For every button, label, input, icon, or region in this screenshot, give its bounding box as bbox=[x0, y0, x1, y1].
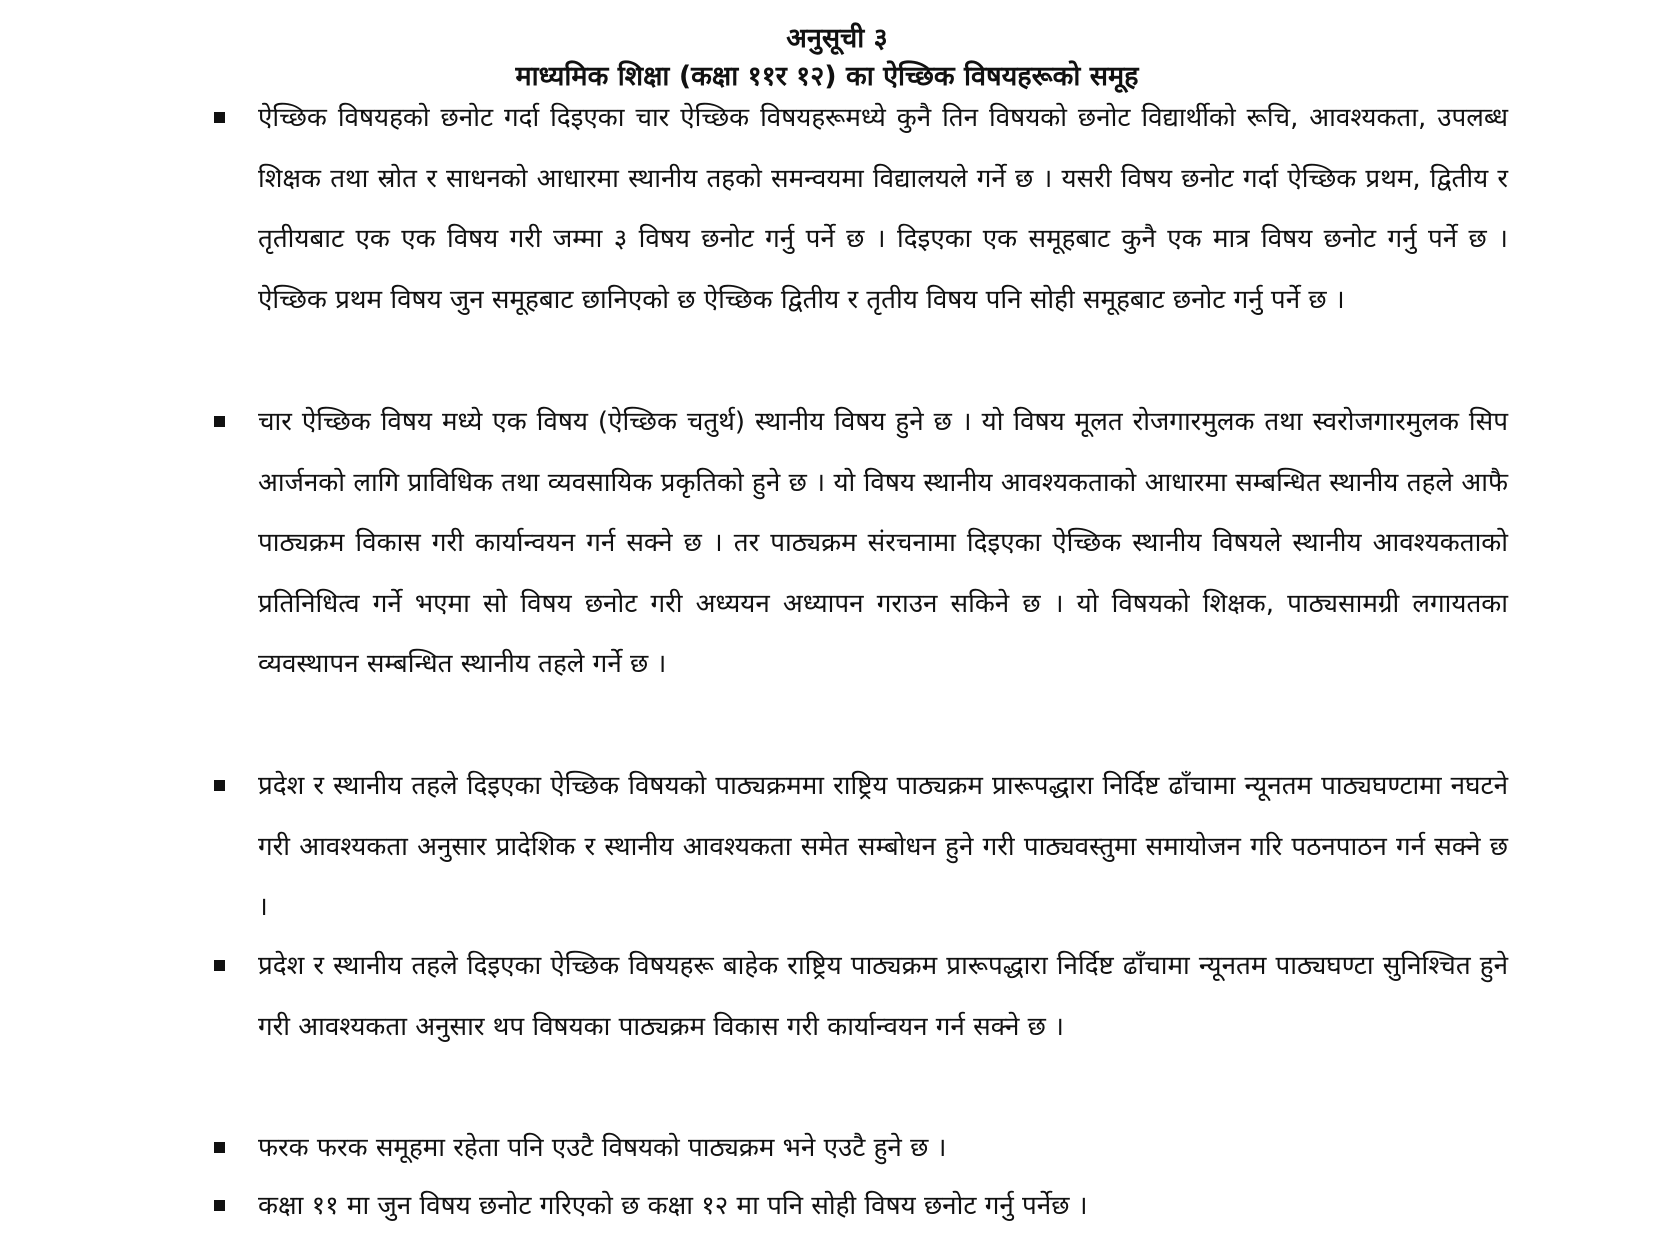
list-item: ऐच्छिक विषयहको छनोट गर्दा दिइएका चार ऐच्छिक विषयहरूमध्ये कुनै तिन विषयको छनोट विद्यार्थीको रूचि, आवश्यकता, उपलब्ध शिक्षक तथा स्रोत र साधनको आधारमा स्थानीय तहको समन्वयमा विद्यालयले गर्ने छ । यसरी विषय छनोट गर्दा ऐच्छिक प्रथम, द्वितीय र तृतीयबाट एक एक विषय गरी जम्मा ३ विषय छनोट गर्नु पर्ने छ । दिइएका एक समूहबाट कुनै एक मात्र विषय छनोट गर्नु पर्ने छ । ऐच्छिक प्रथम विषय जुन समूहबाट छानिएको छ ऐच्छिक द्वितीय र तृतीय विषय पनि सोही समूहबाट छनोट गर्नु पर्ने छ । bbox=[258, 103, 1508, 315]
bullet-marker bbox=[214, 1142, 225, 1153]
list-item: चार ऐच्छिक विषय मध्ये एक विषय (ऐच्छिक चतुर्थ) स्थानीय विषय हुने छ । यो विषय मूलत रोजगारमुलक तथा स्वरोजगारमुलक सिप आर्जनको लागि प्राविधिक तथा व्यवसायिक प्रकृतिको हुने छ । यो विषय स्थानीय आवश्यकताको आधारमा सम्बन्धित स्थानीय तहले आफै पाठ्यक्रम विकास गरी कार्यान्वयन गर्न सक्ने छ । तर पाठ्यक्रम संरचनामा दिइएका ऐच्छिक स्थानीय विषयले स्थानीय आवश्यकताको प्रतिनिधित्व गर्ने भएमा सो विषय छनोट गरी अध्ययन अध्यापन गराउन सकिने छ । यो विषयको शिक्षक, पाठ्यसामग्री लगायतका व्यवस्थापन सम्बन्धित स्थानीय तहले गर्ने छ । bbox=[258, 407, 1508, 679]
page-subtitle: माध्यमिक शिक्षा (कक्षा ११र १२) का ऐच्छिक विषयहरूको समूह bbox=[515, 61, 1139, 92]
bullet-marker bbox=[214, 416, 225, 427]
bullet-marker bbox=[214, 112, 225, 123]
list-item: प्रदेश र स्थानीय तहले दिइएका ऐच्छिक विषयहरू बाहेक राष्ट्रिय पाठ्यक्रम प्रारूपद्धारा निर्दिष्ट ढाँचामा न्यूनतम पाठ्यघण्टा सुनिश्चित हुने गरी आवश्यकता अनुसार थप विषयका पाठ्यक्रम विकास गरी कार्यान्वयन गर्न सक्ने छ । bbox=[258, 951, 1508, 1042]
bullet-marker bbox=[214, 1200, 225, 1211]
page-title: अनुसूची ३ bbox=[786, 23, 888, 54]
list-item: कक्षा ११ मा जुन विषय छनोट गरिएको छ कक्षा १२ मा पनि सोही विषय छनोट गर्नु पर्नेछ । bbox=[258, 1191, 1088, 1221]
bullet-marker bbox=[214, 780, 225, 791]
list-item: फरक फरक समूहमा रहेता पनि एउटै विषयको पाठ्यक्रम भने एउटै हुने छ । bbox=[258, 1133, 947, 1163]
bullet-marker bbox=[214, 960, 225, 971]
list-item: प्रदेश र स्थानीय तहले दिइएका ऐच्छिक विषयको पाठ्यक्रममा राष्ट्रिय पाठ्यक्रम प्रारूपद्धारा निर्दिष्ट ढाँचामा न्यूनतम पाठ्यघण्टामा नघटने गरी आवश्यकता अनुसार प्रादेशिक र स्थानीय आवश्यकता समेत सम्बोधन हुने गरी पाठ्यवस्तुमा समायोजन गरि पठनपाठन गर्न सक्ने छ । bbox=[258, 771, 1508, 922]
